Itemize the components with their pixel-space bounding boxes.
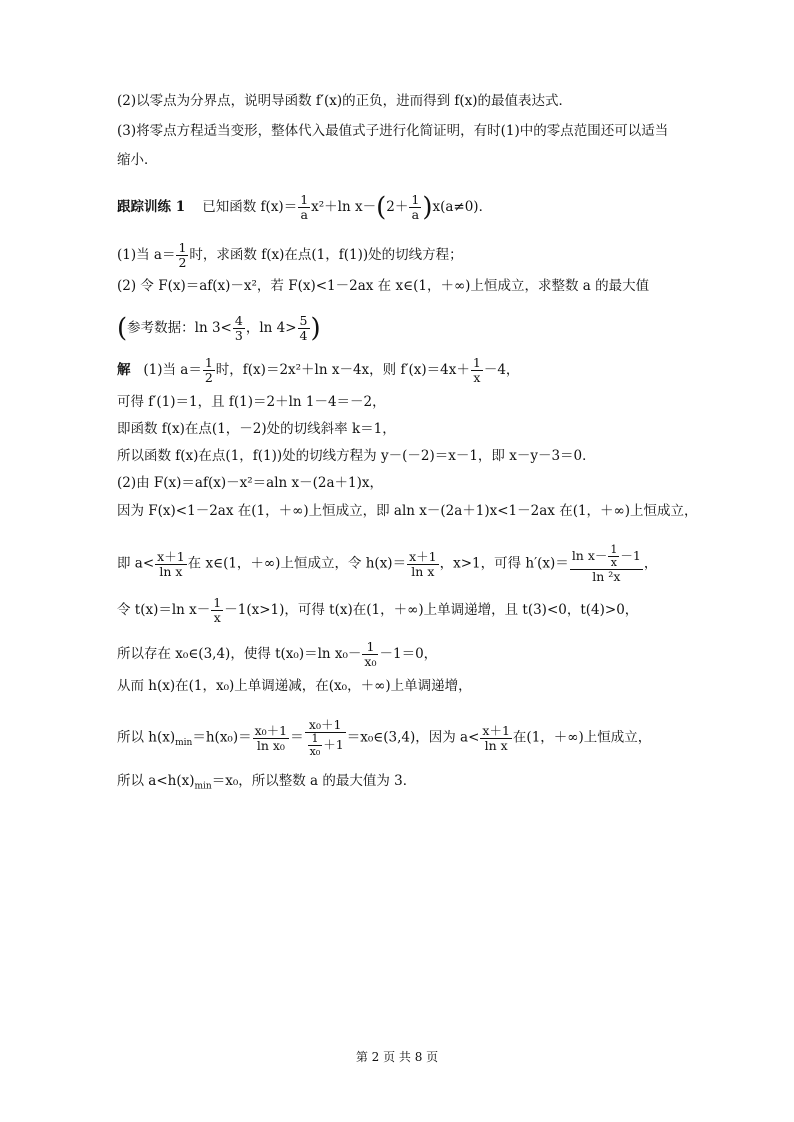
fraction-1-over-x: $\frac{1}{x}$ (472, 355, 481, 385)
fraction-1-over-2: $\frac{1}{2}$ (178, 240, 187, 270)
fraction-1-over-x0: $\frac{1}{\text{x₀}}$ (309, 732, 321, 758)
solution-line-3: 即函数 f(x)在点(1，－2)处的切线斜率 k＝1， (117, 421, 396, 437)
fraction-1-over-x0: $\frac{1}{\text{x₀}}$ (364, 639, 377, 669)
fraction-x-plus-1-over-ln-x: $\frac{x+1}{\text{ln x}}$ (482, 722, 510, 753)
question-1: (1)当 a＝ $\frac{1}{2}$ 时，求函数 f(x)在点(1，f(1))处的切线方程； (117, 240, 463, 270)
reference-data: (参考数据：ln 3< $\frac{4}{3}$ ，ln 4> $\frac{5}{4}$ ) (117, 313, 321, 344)
solution-line-2: 可得 f′(1)＝1，且 f(1)＝2＋ln 1－4＝－2， (117, 394, 386, 410)
fraction-1-over-x: $\frac{1}{x}$ (610, 543, 618, 569)
fraction-1-over-a: $\frac{1}{a}$ (411, 192, 420, 222)
solution-line-8: 令 t(x)＝ln x－ $\frac{1}{x}$ －1(x>1)，可得 t(x)在(1，＋∞)上单调递增，且 t(3)<0，t(4)>0， (117, 595, 639, 625)
fraction-4-over-3: $\frac{4}{3}$ (234, 313, 243, 343)
method-step-2: (2)以零点为分界点，说明导函数 f′(x)的正负，进而得到 f(x)的最值表达式． (117, 93, 573, 109)
fraction-nested: x₀＋1 $\frac{1}{\text{x₀}}$ ＋1 (305, 718, 346, 758)
training-problem: 跟踪训练 1 已知函数 f(x)＝ $\frac{1}{a}$ x²＋ln x－(2＋ $\frac{1}{a}$ )x(a≠0)． (117, 192, 493, 223)
method-step-3-cont: 缩小． (117, 152, 158, 168)
solution-line-4: 所以函数 f(x)在点(1，f(1))处的切线方程为 y－(－2)＝x－1，即 x－y－3＝0． (117, 448, 596, 464)
fraction-5-over-4: $\frac{5}{4}$ (299, 313, 308, 343)
solution-label: 解 (117, 362, 131, 378)
training-label: 跟踪训练 1 (117, 199, 186, 215)
solution-line-9: 所以存在 x₀∈(3,4)，使得 t(x₀)＝ln x₀－ $\frac{1}{\text{x₀}}$ －1＝0， (117, 639, 438, 669)
solution-line-11: 所以 $h(x)_{min}=h(x_0)=$ $\frac{\text{x₀＋1}}{\text{ln x₀}}$ ＝ x₀＋1 $\frac{1}{\text{x₀}}$ ＋1 ＝x₀∈(3,4)，因为 a< $\frac{x+1}{\text{ln x}}$ 在(1，＋∞)上恒成立， (117, 717, 652, 758)
solution-line-6: 因为 F(x)<1－2ax 在(1，＋∞)上恒成立，即 aln x－(2a＋1)x<1－2ax 在(1，＋∞)上恒成立， (117, 503, 698, 519)
solution-part-1: 解 (1)当 a＝ $\frac{1}{2}$ 时，f(x)＝2x²＋ln x－4x，则 f′(x)＝4x＋ $\frac{1}{x}$ －4， (117, 355, 520, 385)
page-footer: 第 2 页 共 8 页 (355, 1050, 439, 1064)
fraction-1-over-a: $\frac{1}{a}$ (300, 192, 309, 222)
solution-line-10: 从而 h(x)在(1，x₀)上单调递减，在(x₀，＋∞)上单调递增， (117, 678, 472, 694)
fraction-h-prime: ln x－ $\frac{1}{x}$ －1 ln ²x (571, 543, 641, 584)
fraction-x-plus-1-over-ln-x: $\frac{x+1}{\text{ln x}}$ (157, 548, 185, 579)
fraction-x-plus-1-over-ln-x: $\frac{x+1}{\text{ln x}}$ (409, 548, 437, 579)
solution-line-5: (2)由 F(x)＝af(x)－x²＝aln x－(2a＋1)x， (117, 475, 383, 491)
fraction-1-over-2: $\frac{1}{2}$ (204, 355, 213, 385)
question-2: (2) 令 F(x)＝af(x)－x²，若 F(x)<1－2ax 在 x∈(1，＋∞)上恒成立，求整数 a 的最大值 (117, 278, 650, 294)
method-step-3: (3)将零点方程适当变形，整体代入最值式子进行化简证明，有时(1)中的零点范围还可以适当 (117, 123, 669, 139)
fraction-1-over-x: $\frac{1}{x}$ (213, 595, 222, 625)
fraction-x0-plus-1-over-ln-x0: $\frac{\text{x₀＋1}}{\text{ln x₀}}$ (254, 722, 288, 753)
solution-line-12: 所以 $a<h(x)_{min}=x_0$，所以整数 a 的最大值为 3． (117, 773, 417, 792)
solution-line-7: 即 a< $\frac{x+1}{\text{ln x}}$ 在 x∈(1，＋∞)上恒成立，令 h(x)＝ $\frac{x+1}{\text{ln x}}$ ，x>1，可得 h′(x)＝ ln x－ $\frac{1}{x}$ －1 ln ²x ， (117, 543, 658, 584)
